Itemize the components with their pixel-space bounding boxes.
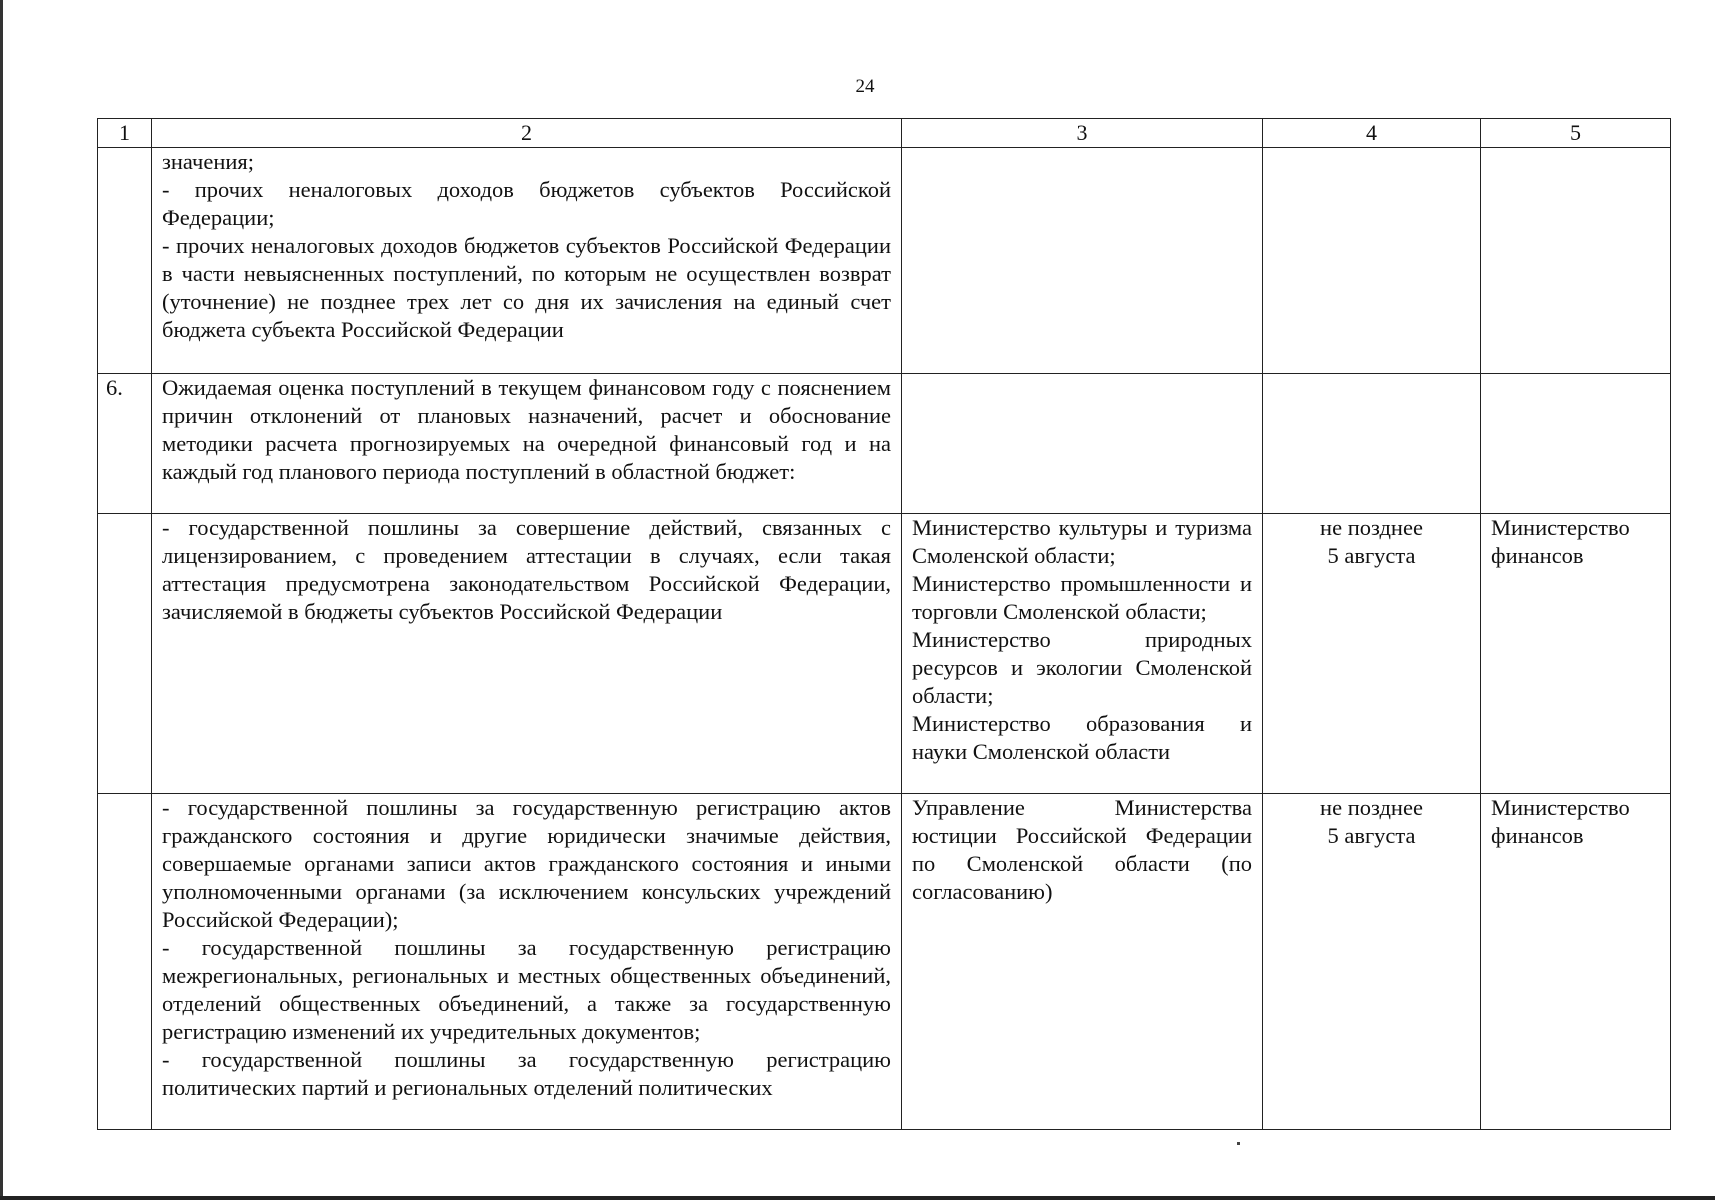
executor-line: Управление Министерства юстиции Российской Федерации по Смоленской области (по согласованию) [912,795,1252,904]
row-deadline [1263,514,1481,794]
header-col-4: 4 [1263,119,1481,148]
scan-speck [1237,1142,1240,1145]
header-col-3: 3 [902,119,1263,148]
row-number: 6. [98,374,152,514]
row-executor [902,148,1263,374]
description-line: Ожидаемая оценка поступлений в текущем финансовом году с пояснением причин отклонений от плановых назначений, расчет и обоснование методики расчета прогнозируемых на очередной финансовый год и на каждый год планового периода поступлений в областной бюджет: [162,375,891,484]
row-executor [902,794,1263,1130]
row-description [152,794,902,1130]
executor-line: Министерство образования и науки Смоленской области [912,711,1252,764]
row-description [152,148,902,374]
table-header-row [98,119,1671,148]
table-row [98,794,1671,1130]
row-number [98,794,152,1130]
row-description [152,514,902,794]
table-row [98,514,1671,794]
row-number [98,514,152,794]
recipient-line: Министерство [1491,795,1630,820]
description-line: - прочих неналоговых доходов бюджетов субъектов Российской Федерации; [162,177,891,230]
row-description [152,374,902,514]
row-number [98,148,152,374]
row-deadline [1263,374,1481,514]
description-line: значения; [162,149,254,174]
table-row [98,374,1671,514]
executor-line: Министерство культуры и туризма Смоленской области; [912,515,1252,568]
header-col-1: 1 [98,119,152,148]
table-row [98,148,1671,374]
row-recipient [1481,794,1671,1130]
row-deadline [1263,148,1481,374]
header-col-5: 5 [1481,119,1671,148]
executor-line: Министерство промышленности и торговли Смоленской области; [912,571,1252,624]
description-line: - прочих неналоговых доходов бюджетов субъектов Российской Федерации в части невыясненных поступлений, по которым не осуществлен возврат (уточнение) не позднее трех лет со дня их зачисления на единый счет бюджета субъекта Российской Федерации [162,233,891,342]
description-line: - государственной пошлины за совершение действий, связанных с лицензированием, с проведением аттестации в случаях, если такая аттестация предусмотрена законодательством Российской Федерации, зачисляемой в бюджеты субъектов Российской Федерации [162,515,891,624]
recipient-line: финансов [1491,823,1584,848]
header-col-2: 2 [152,119,902,148]
description-line: - государственной пошлины за государственную регистрацию межрегиональных, региональных и местных общественных объединений, отделений общественных объединений, а также за государственную регистрацию изменений их учредительных документов; [162,935,891,1044]
deadline-line: 5 августа [1327,823,1416,848]
deadline-line: не позднее [1320,795,1423,820]
description-line: - государственной пошлины за государственную регистрацию политических партий и региональных отделений политических [162,1047,891,1100]
recipient-line: финансов [1491,543,1584,568]
scan-bottom-edge [0,1196,1715,1200]
document-table [97,118,1671,1130]
page-number: 24 [855,76,875,97]
row-executor [902,514,1263,794]
row-recipient [1481,514,1671,794]
scan-left-edge [0,0,3,1200]
deadline-line: 5 августа [1327,543,1416,568]
row-recipient [1481,374,1671,514]
recipient-line: Министерство [1491,515,1630,540]
row-executor [902,374,1263,514]
description-line: - государственной пошлины за государственную регистрацию актов гражданского состояния и другие юридически значимые действия, совершаемые органами записи актов гражданского состояния и иными уполномоченными органами (за исключением консульских учреждений Российской Федерации); [162,795,891,932]
deadline-line: не позднее [1320,515,1423,540]
row-deadline [1263,794,1481,1130]
executor-line: Министерство природных ресурсов и экологии Смоленской области; [912,627,1252,708]
row-recipient [1481,148,1671,374]
